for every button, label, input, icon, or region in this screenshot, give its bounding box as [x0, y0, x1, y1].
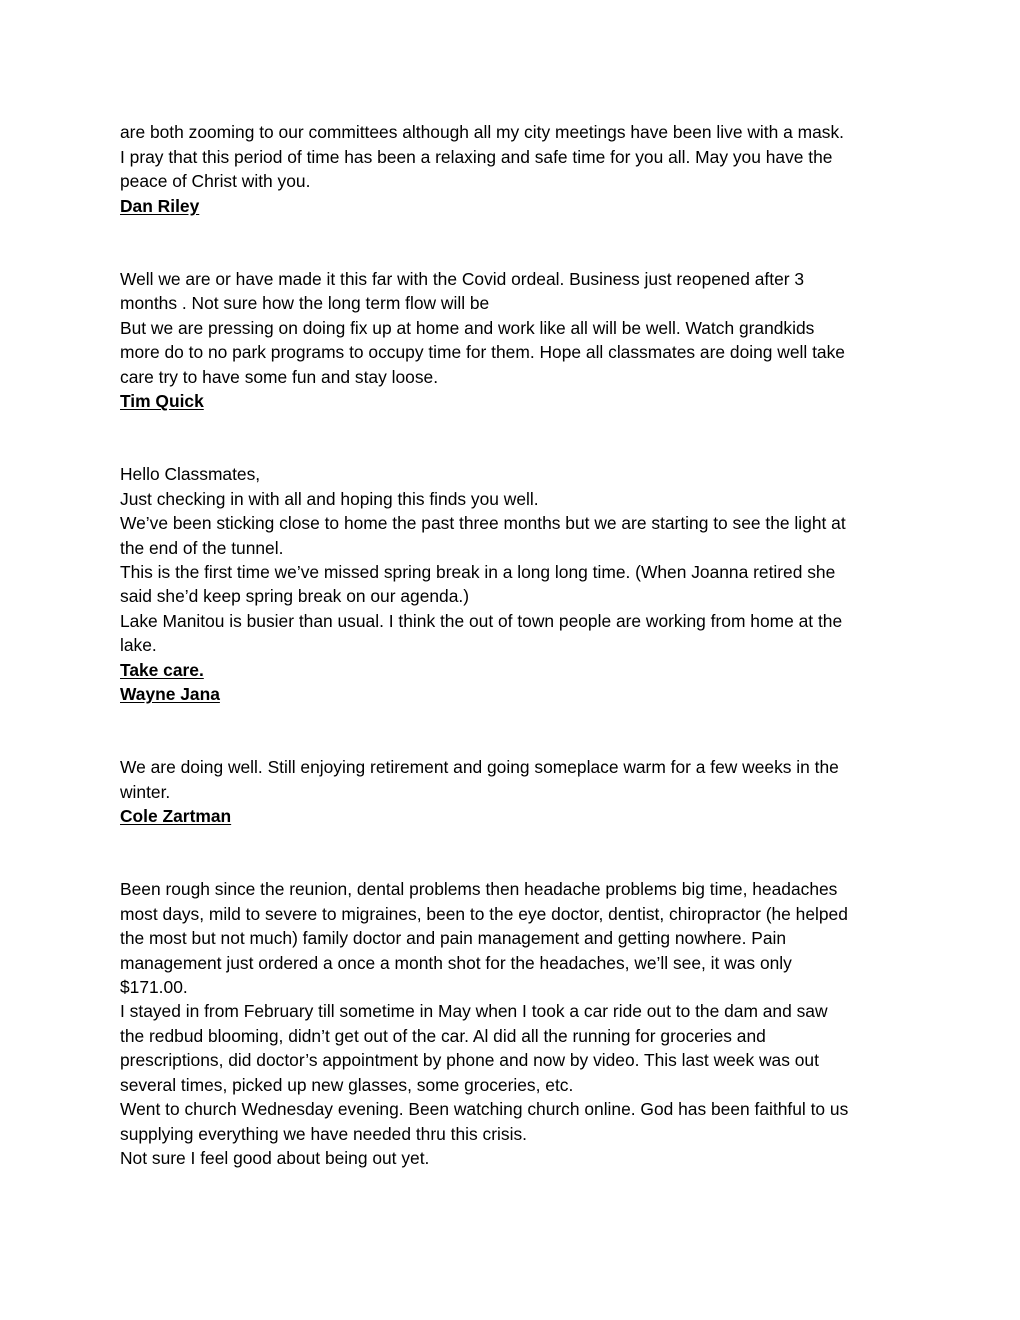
letter-line: Lake Manitou is busier than usual. I think the out of town people are working from home at the: [120, 611, 843, 631]
letter-line: are both zooming to our committees although all my city meetings have been live with a mask.: [120, 122, 844, 142]
letter-line: lake.: [120, 635, 157, 655]
letter-line: Went to church Wednesday evening. Been watching church online. God has been faithful to us: [120, 1099, 849, 1119]
letter-line: $171.00.: [120, 977, 188, 997]
letter-line: prescriptions, did doctor’s appointment by phone and now by video. This last week was out: [120, 1050, 819, 1070]
letter-line: several times, picked up new glasses, some groceries, etc.: [120, 1075, 574, 1095]
letter-line: the redbud blooming, didn’t get out of the car. Al did all the running for groceries and: [120, 1026, 766, 1046]
letter-line: more do to no park programs to occupy time for them. Hope all classmates are doing well take: [120, 342, 845, 362]
letter-line: This is the first time we’ve missed spring break in a long long time. (When Joanna retired she: [120, 562, 836, 582]
letter-line: We’ve been sticking close to home the past three months but we are starting to see the light at: [120, 513, 846, 533]
signature-name: Tim Quick: [120, 391, 204, 411]
letter-line: management just ordered a once a month shot for the headaches, we’ll see, it was only: [120, 953, 792, 973]
letter-line: peace of Christ with you.: [120, 171, 311, 191]
signature-name: Wayne Jana: [120, 684, 220, 704]
letter-line: Been rough since the reunion, dental problems then headache problems big time, headaches: [120, 879, 838, 899]
letter-line: most days, mild to severe to migraines, been to the eye doctor, dentist, chiropractor (he helped: [120, 904, 848, 924]
signature-closing: Take care.: [120, 660, 204, 680]
letter-line: supplying everything we have needed thru this crisis.: [120, 1124, 527, 1144]
signature-name: Dan Riley: [120, 196, 200, 216]
letter-line: Well we are or have made it this far with the Covid ordeal. Business just reopened after 3: [120, 269, 805, 289]
letter-line: I stayed in from February till sometime in May when I took a car ride out to the dam and saw: [120, 1001, 828, 1021]
letter-line: the end of the tunnel.: [120, 538, 284, 558]
letter-line: winter.: [120, 782, 171, 802]
letter-line: Just checking in with all and hoping this finds you well.: [120, 489, 539, 509]
letter-line: the most but not much) family doctor and pain management and getting nowhere. Pain: [120, 928, 787, 948]
letter-line: said she’d keep spring break on our agenda.): [120, 586, 470, 606]
letter-line: We are doing well. Still enjoying retirement and going someplace warm for a few weeks in the: [120, 757, 839, 777]
letter-line: I pray that this period of time has been a relaxing and safe time for you all. May you have the: [120, 147, 833, 167]
letter-line: Hello Classmates,: [120, 464, 261, 484]
letter-line: months . Not sure how the long term flow will be: [120, 293, 490, 313]
letter-line: care try to have some fun and stay loose.: [120, 367, 439, 387]
signature-name: Cole Zartman: [120, 806, 232, 826]
letter-line: Not sure I feel good about being out yet.: [120, 1148, 430, 1168]
letter-line: But we are pressing on doing fix up at home and work like all will be well. Watch grandkids: [120, 318, 815, 338]
